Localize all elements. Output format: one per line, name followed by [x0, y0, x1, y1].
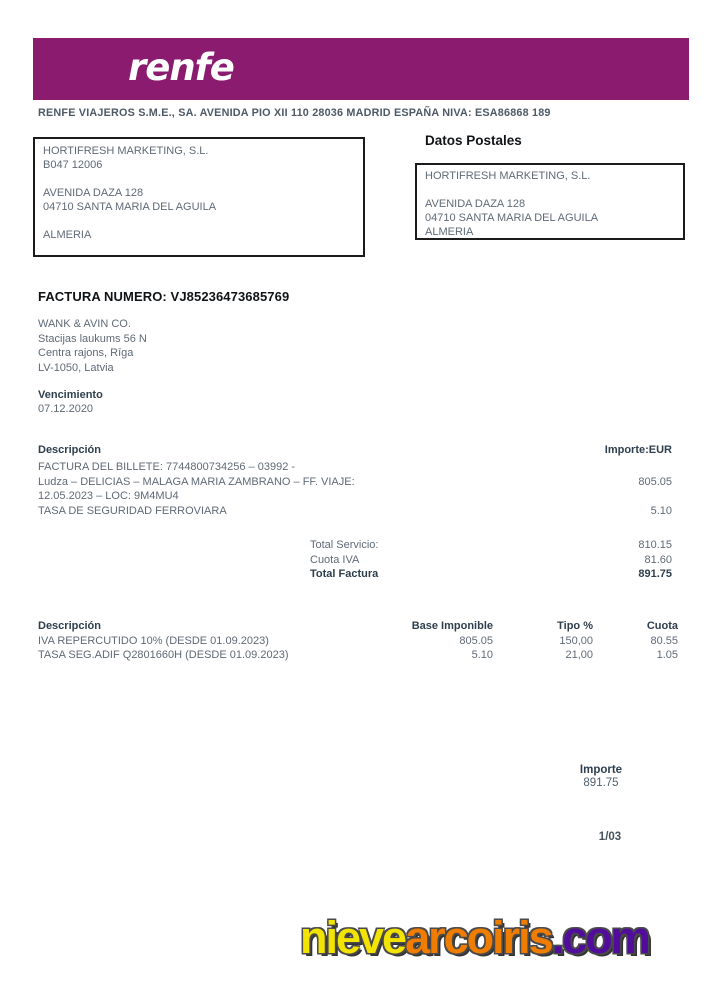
importe-footer [540, 764, 662, 789]
total-value: 891.75 [638, 568, 672, 580]
total-label: Total Servicio: [310, 539, 379, 551]
description-amount: 5.10 [650, 504, 672, 517]
buyer-address-block [38, 317, 147, 375]
description-line [38, 475, 672, 490]
tax-cuota: 1.05 [656, 649, 678, 661]
address-line: ALMERIA [43, 229, 92, 241]
tax-desc: IVA REPERCUTIDO 10% (DESDE 01.09.2023) [38, 634, 269, 647]
page-number: 1/03 [598, 831, 622, 843]
tax-header-base-imponible: Base Imponible [411, 620, 493, 632]
due-date-value: 07.12.2020 [38, 403, 94, 415]
description-text: FACTURA DEL BILLETE: 7744800734256 – 03992 - [38, 461, 296, 473]
total-row [310, 538, 672, 553]
postal-address-box [415, 163, 685, 240]
total-factura-row [310, 567, 672, 582]
total-label: Total Factura [310, 568, 379, 580]
address-line: AVENIDA DAZA 128 [43, 187, 144, 199]
datos-postales-title: Datos Postales [425, 133, 522, 148]
description-text: 12.05.2023 – LOC: 9M4MU4 [38, 490, 179, 502]
total-row [310, 553, 672, 568]
address-line [43, 214, 363, 228]
total-label: Cuota IVA [310, 553, 360, 566]
tax-base: 805.05 [459, 634, 493, 647]
buyer-line: Stacijas laukums 56 N [38, 332, 147, 345]
tax-header-tipo: Tipo % [557, 620, 593, 632]
tax-tipo: 150,00 [559, 634, 593, 647]
description-line [38, 460, 672, 475]
address-line: HORTIFRESH MARKETING, S.L. [425, 170, 591, 182]
total-value: 810.15 [638, 539, 672, 551]
address-line: AVENIDA DAZA 128 [425, 198, 526, 210]
importe-footer-value: 891.75 [583, 777, 619, 789]
due-date-label: Vencimiento [38, 389, 103, 401]
importe-footer-label: Importe [579, 764, 623, 776]
tax-table [38, 619, 678, 663]
importe-eur-label: Importe:EUR [604, 444, 672, 456]
totals-block [310, 538, 672, 582]
buyer-line: Centra rajons, Rīga [38, 347, 134, 359]
address-line: ALMERIA [425, 226, 474, 238]
tax-row [38, 648, 678, 663]
tax-base: 5.10 [471, 649, 493, 661]
recipient-address-box [33, 137, 365, 257]
tax-cuota: 80.55 [650, 634, 678, 647]
address-line: B047 12006 [43, 159, 103, 171]
invoice-number-heading: FACTURA NUMERO: VJ85236473685769 [38, 289, 290, 304]
description-amount: 805.05 [638, 475, 672, 488]
description-text: Ludza – DELICIAS – MALAGA MARIA ZAMBRANO – FF. VIAJE: [38, 475, 355, 488]
tax-row [38, 634, 678, 649]
address-line: 04710 SANTA MARIA DEL AGUILA [425, 212, 599, 224]
renfe-logo: renfe [128, 46, 234, 89]
address-line: 04710 SANTA MARIA DEL AGUILA [43, 201, 217, 213]
description-section-header [38, 438, 672, 456]
tax-desc: TASA SEG.ADIF Q2801660H (DESDE 01.09.2023) [38, 649, 289, 661]
buyer-line: WANK & AVIN CO. [38, 318, 131, 330]
description-line [38, 504, 672, 519]
tax-header-descripcion: Descripción [38, 620, 101, 632]
tax-table-header [38, 619, 678, 634]
watermark-part-com: .com [551, 912, 649, 963]
watermark-part-arcoiris: arcoiris [405, 912, 552, 963]
watermark-part-nieve: nieve [300, 912, 406, 963]
description-line [38, 489, 672, 504]
tax-tipo: 21,00 [565, 649, 593, 661]
watermark [300, 912, 649, 964]
total-value: 81.60 [644, 553, 672, 566]
address-line [425, 183, 683, 197]
tax-header-cuota: Cuota [646, 620, 678, 632]
address-line: HORTIFRESH MARKETING, S.L. [43, 145, 209, 157]
address-line [43, 172, 363, 186]
description-text: TASA DE SEGURIDAD FERROVIARA [38, 504, 227, 517]
buyer-line: LV-1050, Latvia [38, 361, 114, 374]
description-lines [38, 460, 672, 518]
description-header-label: Descripción [38, 444, 101, 456]
renfe-banner [33, 38, 689, 100]
company-info-line: RENFE VIAJEROS S.M.E., SA. AVENIDA PIO XII 110 28036 MADRID ESPAÑA NIVA: ESA86868 189 [38, 107, 551, 119]
